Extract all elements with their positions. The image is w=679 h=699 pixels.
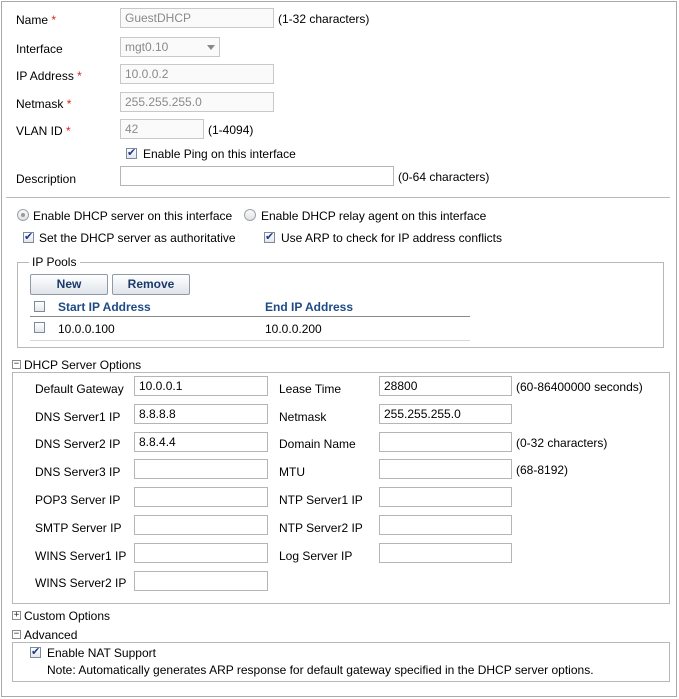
- ip-pools-legend: IP Pools: [29, 255, 80, 269]
- row-end-ip: 10.0.0.200: [265, 322, 322, 336]
- dhcp-options-panel: [12, 372, 670, 604]
- dhcp-server-radio[interactable]: [17, 209, 29, 221]
- ip-address-label: IP Address *: [16, 69, 82, 83]
- wins-server1-label: WINS Server1 IP: [35, 549, 127, 563]
- wins-server2-input[interactable]: [134, 571, 268, 591]
- default-gateway-input[interactable]: 10.0.0.1: [134, 376, 268, 396]
- ntp-server2-label: NTP Server2 IP: [279, 521, 363, 535]
- select-all-checkbox[interactable]: [34, 301, 45, 312]
- authoritative-label: Set the DHCP server as authoritative: [39, 231, 236, 245]
- lease-time-input[interactable]: 28800: [379, 376, 512, 396]
- description-hint: (0-64 characters): [398, 170, 490, 184]
- collapse-icon[interactable]: −: [13, 629, 20, 639]
- enable-ping-checkbox[interactable]: [126, 148, 137, 159]
- options-netmask-input[interactable]: 255.255.255.0: [379, 404, 512, 424]
- dns-server3-input[interactable]: [134, 459, 268, 479]
- enable-ping-label: Enable Ping on this interface: [143, 147, 296, 161]
- name-hint: (1-32 characters): [278, 12, 370, 26]
- domain-name-hint: (0-32 characters): [516, 436, 608, 450]
- mtu-hint: (68-8192): [516, 463, 569, 477]
- dns-server3-label: DNS Server3 IP: [35, 465, 121, 479]
- nat-support-note: Note: Automatically generates ARP response for default gateway specified in the DHCP server options.: [47, 663, 594, 677]
- column-end-ip[interactable]: End IP Address: [265, 300, 354, 314]
- collapse-icon[interactable]: −: [13, 359, 20, 369]
- mtu-label: MTU: [279, 465, 305, 479]
- dhcp-server-label: Enable DHCP server on this interface: [33, 209, 233, 223]
- description-label: Description: [16, 172, 77, 186]
- wins-server2-label: WINS Server2 IP: [35, 576, 127, 590]
- dhcp-relay-radio[interactable]: [244, 209, 256, 221]
- smtp-server-label: SMTP Server IP: [35, 521, 122, 535]
- row-checkbox[interactable]: [34, 322, 45, 333]
- name-label: Name *: [16, 13, 57, 27]
- custom-options-title[interactable]: Custom Options: [24, 609, 111, 623]
- table-header-rule: [30, 316, 470, 317]
- pop3-server-label: POP3 Server IP: [35, 493, 121, 507]
- lease-time-label: Lease Time: [279, 382, 342, 396]
- domain-name-label: Domain Name: [279, 437, 356, 451]
- dhcp-relay-label: Enable DHCP relay agent on this interface: [261, 209, 487, 223]
- ntp-server2-input[interactable]: [379, 515, 512, 535]
- dns-server2-input[interactable]: 8.8.4.4: [134, 432, 268, 452]
- arp-check-checkbox[interactable]: [264, 232, 275, 243]
- nat-support-label: Enable NAT Support: [47, 646, 156, 660]
- pop3-server-input[interactable]: [134, 487, 268, 507]
- wins-server1-input[interactable]: [134, 543, 268, 563]
- vlan-id-input[interactable]: 42: [120, 119, 204, 139]
- column-start-ip[interactable]: Start IP Address: [58, 300, 151, 314]
- dhcp-options-title[interactable]: DHCP Server Options: [24, 358, 142, 372]
- table-row-rule: [30, 340, 470, 341]
- remove-pool-button[interactable]: Remove: [112, 274, 190, 295]
- ntp-server1-label: NTP Server1 IP: [279, 493, 363, 507]
- new-pool-button[interactable]: New: [30, 274, 108, 295]
- chevron-down-icon: [207, 45, 215, 50]
- vlan-id-label: VLAN ID *: [16, 124, 71, 138]
- dns-server1-input[interactable]: 8.8.8.8: [134, 404, 268, 424]
- dns-server1-label: DNS Server1 IP: [35, 410, 121, 424]
- log-server-label: Log Server IP: [279, 549, 353, 563]
- interface-select-value: mgt0.10: [125, 40, 169, 54]
- advanced-title[interactable]: Advanced: [24, 628, 78, 642]
- vlan-id-hint: (1-4094): [208, 123, 254, 137]
- description-input[interactable]: [120, 166, 394, 186]
- authoritative-checkbox[interactable]: [23, 232, 34, 243]
- mtu-input[interactable]: [379, 459, 512, 479]
- dns-server2-label: DNS Server2 IP: [35, 437, 121, 451]
- domain-name-input[interactable]: [379, 432, 512, 452]
- netmask-input[interactable]: 255.255.255.0: [120, 92, 274, 112]
- interface-label: Interface: [16, 42, 63, 56]
- ntp-server1-input[interactable]: [379, 487, 512, 507]
- default-gateway-label: Default Gateway: [35, 382, 124, 396]
- name-input[interactable]: GuestDHCP: [120, 8, 274, 28]
- arp-check-label: Use ARP to check for IP address conflicts: [281, 231, 502, 245]
- log-server-input[interactable]: [379, 543, 512, 563]
- nat-support-checkbox[interactable]: [30, 647, 41, 658]
- lease-time-hint: (60-86400000 seconds): [516, 380, 643, 394]
- expand-icon[interactable]: +: [13, 610, 20, 620]
- ip-address-input[interactable]: 10.0.0.2: [120, 64, 274, 84]
- smtp-server-input[interactable]: [134, 515, 268, 535]
- section-divider: [6, 197, 670, 198]
- netmask-label: Netmask *: [16, 97, 72, 111]
- row-start-ip: 10.0.0.100: [58, 322, 115, 336]
- interface-select[interactable]: [120, 37, 220, 57]
- options-netmask-label: Netmask: [279, 410, 327, 424]
